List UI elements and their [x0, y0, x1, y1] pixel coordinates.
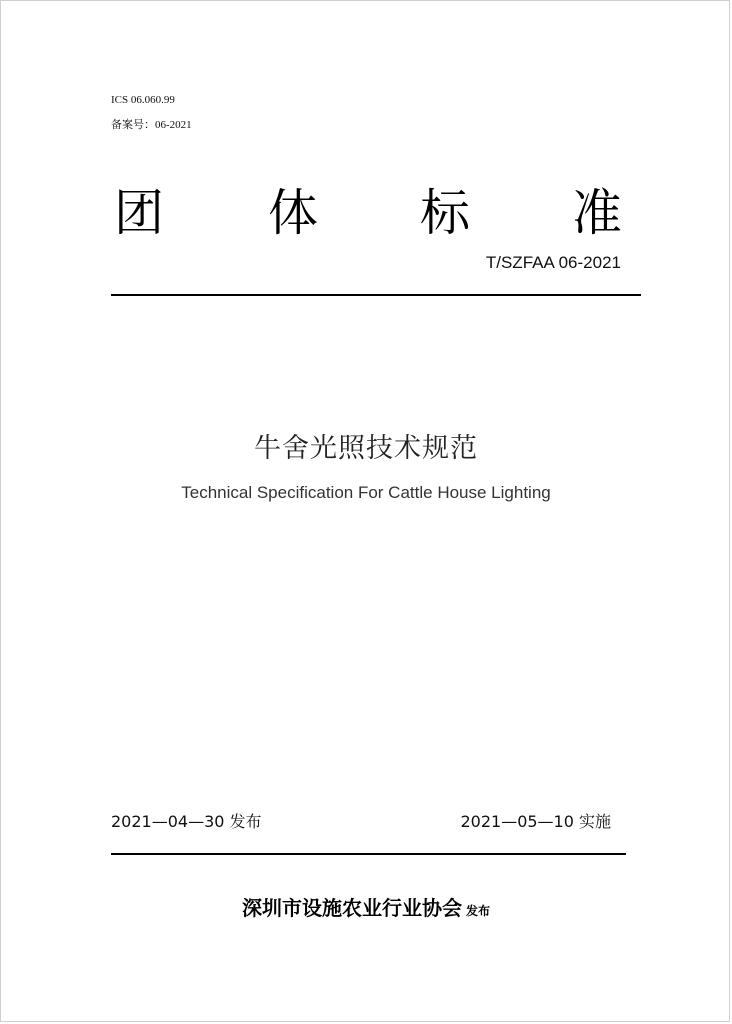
standard-type-char-3: 标: [420, 184, 470, 242]
standard-type-char-4: 准: [572, 184, 622, 242]
standard-type-char-1: 团: [114, 184, 164, 242]
publisher: [1, 892, 731, 921]
standard-type-title: [106, 183, 636, 253]
publisher-organization: 深圳市设施农业行业协会: [241, 896, 462, 920]
standard-number: T/SZFAA 06-2021: [485, 253, 621, 272]
implementation-date: 2021—05—10 实施: [460, 812, 611, 831]
bottom-divider: [111, 853, 626, 855]
top-divider: [111, 294, 641, 296]
document-title-chinese: 牛舍光照技术规范: [254, 433, 478, 464]
document-title-english: Technical Specification For Cattle House Lighting: [181, 483, 551, 502]
ics-code: ICS 06.060.99: [111, 94, 175, 106]
publish-date: 2021—04—30 发布: [111, 812, 262, 831]
publisher-suffix: 发布: [465, 904, 490, 918]
record-number: 备案号：06-2021: [111, 119, 192, 131]
standard-type-char-2: 体: [268, 184, 318, 242]
